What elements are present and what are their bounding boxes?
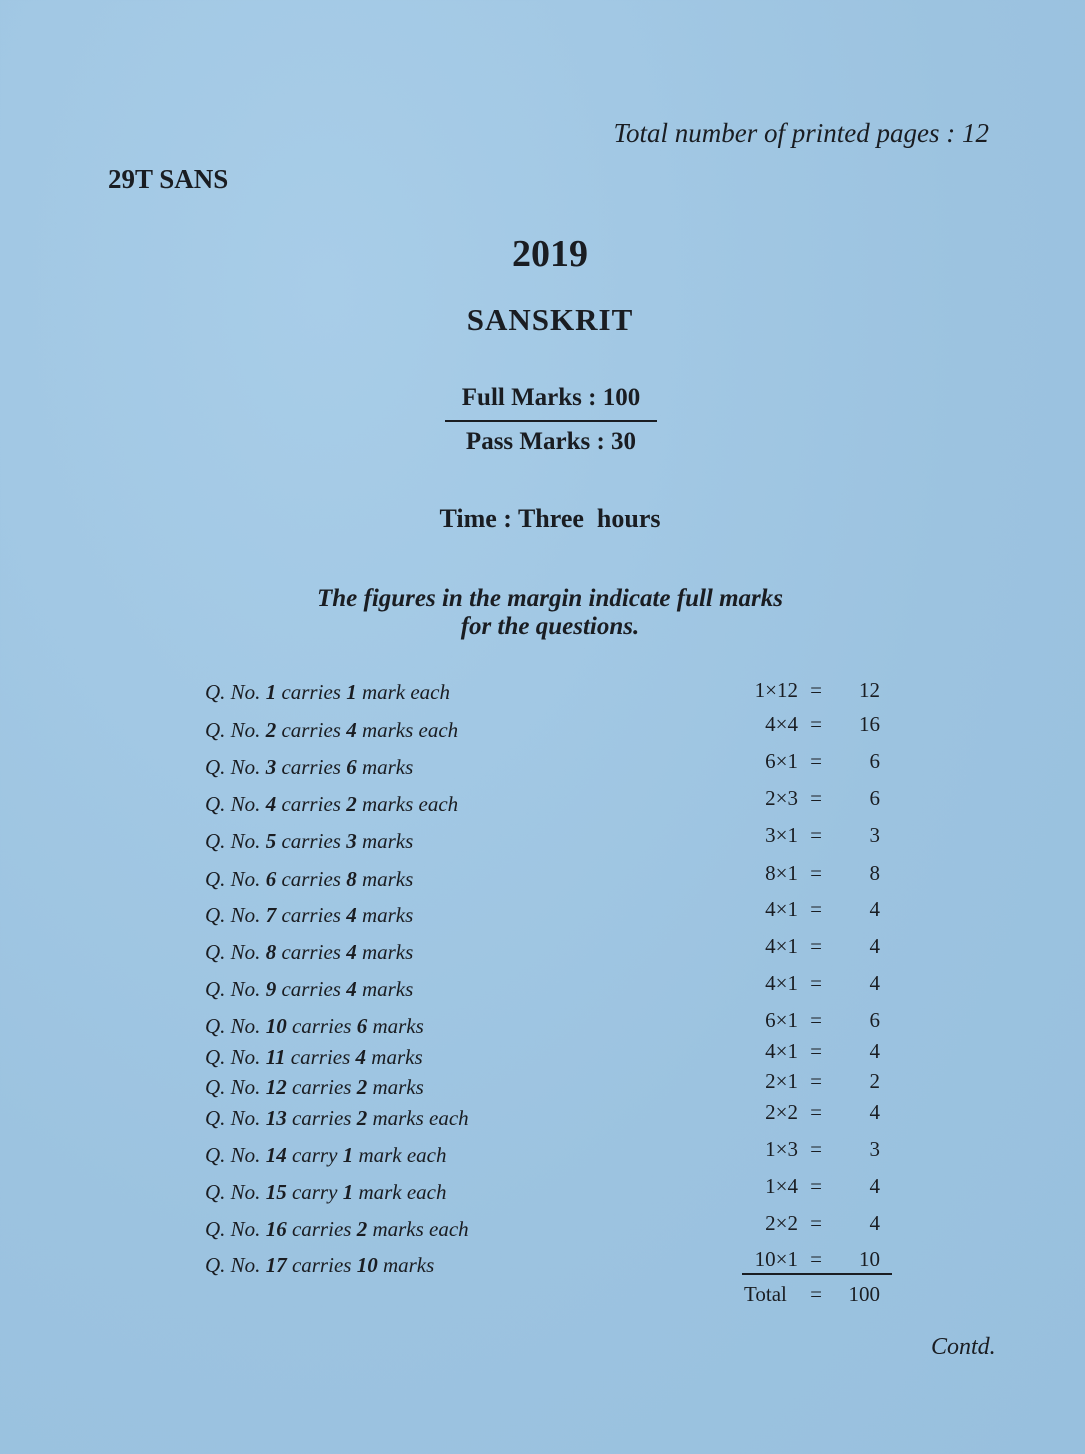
equals-sign: = — [810, 861, 822, 885]
question-num: 7 — [265, 903, 277, 927]
equals-sign: = — [810, 1069, 822, 1093]
question-mid: carries — [276, 977, 347, 1001]
question-count: 10 — [356, 1253, 378, 1277]
total-value: 100 — [848, 1282, 880, 1306]
question-label — [205, 867, 413, 892]
instruction-line-2: for the questions. — [460, 613, 640, 640]
question-mid: carries — [286, 1253, 357, 1277]
question-count: 2 — [356, 1106, 368, 1130]
question-label — [205, 977, 413, 1002]
question-num: 1 — [265, 680, 277, 704]
question-suffix: marks — [356, 867, 414, 891]
marks-total: 12 — [859, 678, 880, 702]
question-prefix: Q. No. — [205, 755, 266, 779]
equals-sign: = — [810, 1247, 822, 1271]
question-prefix: Q. No. — [205, 903, 266, 927]
question-label — [205, 829, 413, 854]
question-count: 6 — [356, 1014, 368, 1038]
marks-calculation: 10×1 — [754, 1247, 798, 1271]
marks-total: 8 — [869, 861, 880, 885]
subject-title: SANSKRIT — [466, 302, 634, 337]
marks-calculation: 2×2 — [765, 1100, 798, 1124]
question-count: 4 — [346, 903, 357, 927]
question-mid: carries — [276, 792, 347, 816]
question-num: 13 — [265, 1106, 287, 1130]
marks-calculation: 6×1 — [765, 1008, 798, 1032]
question-num: 3 — [265, 755, 277, 779]
question-count: 2 — [356, 1075, 368, 1099]
marks-total: 3 — [869, 823, 880, 847]
question-mid: carries — [276, 755, 347, 779]
marks-calculation: 3×1 — [765, 823, 798, 847]
equals-sign: = — [810, 971, 822, 995]
question-count: 6 — [346, 755, 357, 779]
question-mid: carries — [276, 718, 347, 742]
marks-total: 16 — [859, 712, 880, 736]
question-prefix: Q. No. — [205, 718, 266, 742]
question-mid: carries — [276, 680, 347, 704]
question-suffix: marks — [366, 1045, 423, 1069]
equals-sign: = — [810, 934, 822, 958]
margin-instruction — [0, 585, 1085, 641]
question-suffix: marks each — [367, 1106, 469, 1130]
question-label — [205, 1075, 424, 1100]
question-label — [205, 1180, 447, 1205]
question-prefix: Q. No. — [205, 1180, 266, 1204]
exam-time: Time : Three hours — [439, 504, 661, 533]
equals-sign: = — [810, 749, 822, 773]
question-count: 1 — [342, 1143, 354, 1167]
question-mid: carries — [285, 1045, 356, 1069]
question-num: 2 — [265, 718, 277, 742]
marks-calculation: 8×1 — [765, 861, 798, 885]
equals-sign: = — [810, 1137, 822, 1161]
question-label — [205, 1045, 423, 1070]
question-count: 3 — [346, 829, 357, 853]
marks-calculation: 4×1 — [765, 1039, 798, 1063]
question-prefix: Q. No. — [205, 1014, 266, 1038]
question-num: 4 — [265, 792, 277, 816]
question-count: 4 — [355, 1045, 367, 1069]
question-suffix: marks — [367, 1075, 424, 1099]
question-suffix: mark each — [356, 680, 450, 704]
question-label — [205, 755, 413, 780]
question-prefix: Q. No. — [205, 1106, 266, 1130]
question-num: 6 — [265, 867, 277, 891]
question-num: 9 — [265, 977, 277, 1001]
marks-calculation: 2×1 — [765, 1069, 798, 1093]
question-suffix: marks each — [356, 718, 459, 742]
marks-calculation: 4×4 — [765, 712, 798, 736]
question-mid: carries — [276, 903, 347, 927]
question-mid: carry — [286, 1143, 343, 1167]
marks-total: 3 — [869, 1137, 880, 1161]
question-prefix: Q. No. — [205, 1217, 266, 1241]
continued-note: Contd. — [931, 1334, 996, 1360]
question-prefix: Q. No. — [205, 1075, 266, 1099]
equals-sign: = — [810, 1174, 822, 1198]
marks-total: 2 — [869, 1069, 880, 1093]
question-mid: carries — [286, 1014, 357, 1038]
question-mid: carry — [286, 1180, 343, 1204]
equals-sign: = — [810, 823, 822, 847]
question-label — [205, 1106, 469, 1131]
question-prefix: Q. No. — [205, 940, 266, 964]
total-divider — [742, 1273, 892, 1275]
question-suffix: marks — [367, 1014, 424, 1038]
marks-calculation: 4×1 — [765, 897, 798, 921]
question-prefix: Q. No. — [205, 680, 266, 704]
marks-calculation: 4×1 — [765, 971, 798, 995]
question-mid: carries — [276, 829, 347, 853]
question-num: 11 — [265, 1045, 286, 1069]
marks-total: 6 — [869, 786, 880, 810]
equals-sign: = — [810, 897, 822, 921]
question-count: 4 — [346, 718, 357, 742]
question-label — [205, 903, 413, 928]
total-equals: = — [810, 1282, 822, 1306]
total-label: Total — [744, 1282, 787, 1306]
marks-total: 4 — [869, 1174, 880, 1198]
pass-marks: Pass Marks : 30 — [465, 428, 637, 455]
question-label — [205, 1143, 447, 1168]
question-mid: carries — [286, 1217, 357, 1241]
question-mid: carries — [276, 867, 347, 891]
question-num: 17 — [265, 1253, 287, 1277]
marks-calculation: 4×1 — [765, 934, 798, 958]
question-suffix: marks each — [367, 1217, 469, 1241]
question-num: 12 — [265, 1075, 287, 1099]
marks-calculation: 1×4 — [765, 1174, 798, 1198]
question-suffix: marks — [377, 1253, 435, 1277]
question-mid: carries — [286, 1106, 357, 1130]
question-suffix: marks — [356, 755, 414, 779]
question-label — [205, 718, 458, 743]
paper-code: 29T SANS — [108, 164, 229, 194]
marks-calculation: 2×2 — [765, 1211, 798, 1235]
marks-total: 10 — [859, 1247, 880, 1271]
marks-total: 6 — [869, 749, 880, 773]
question-mid: carries — [276, 940, 347, 964]
marks-total: 4 — [869, 971, 880, 995]
equals-sign: = — [810, 1039, 822, 1063]
exam-year: 2019 — [512, 233, 588, 275]
question-count: 2 — [356, 1217, 368, 1241]
question-prefix: Q. No. — [205, 1253, 266, 1277]
equals-sign: = — [810, 1008, 822, 1032]
marks-total: 4 — [869, 934, 880, 958]
equals-sign: = — [810, 1211, 822, 1235]
question-num: 5 — [265, 829, 277, 853]
question-count: 1 — [346, 680, 357, 704]
marks-calculation: 2×3 — [765, 786, 798, 810]
question-label — [205, 1217, 469, 1242]
equals-sign: = — [810, 1100, 822, 1124]
marks-divider — [445, 420, 657, 422]
question-suffix: marks — [356, 829, 414, 853]
marks-calculation: 1×12 — [754, 678, 798, 702]
total-printed-pages: Total number of printed pages : 12 — [613, 118, 989, 148]
question-suffix: mark each — [353, 1180, 447, 1204]
question-prefix: Q. No. — [205, 829, 266, 853]
question-label — [205, 680, 450, 705]
marks-total: 4 — [869, 897, 880, 921]
question-num: 14 — [265, 1143, 287, 1167]
question-prefix: Q. No. — [205, 1143, 266, 1167]
full-marks: Full Marks : 100 — [461, 384, 641, 411]
marks-total: 4 — [869, 1211, 880, 1235]
question-mid: carries — [286, 1075, 357, 1099]
instruction-line-1: The figures in the margin indicate full marks — [316, 585, 784, 612]
question-suffix: marks — [356, 977, 414, 1001]
question-count: 1 — [342, 1180, 354, 1204]
question-suffix: marks — [356, 940, 414, 964]
question-label — [205, 792, 458, 817]
question-suffix: mark each — [353, 1143, 447, 1167]
question-count: 8 — [346, 867, 357, 891]
marks-total: 4 — [869, 1039, 880, 1063]
question-count: 4 — [346, 940, 357, 964]
question-suffix: marks — [356, 903, 414, 927]
question-prefix: Q. No. — [205, 1045, 266, 1069]
marks-calculation: 1×3 — [765, 1137, 798, 1161]
question-prefix: Q. No. — [205, 977, 266, 1001]
question-label — [205, 940, 413, 965]
marks-total: 6 — [869, 1008, 880, 1032]
marks-total: 4 — [869, 1100, 880, 1124]
question-label — [205, 1014, 424, 1039]
equals-sign: = — [810, 712, 822, 736]
question-count: 4 — [346, 977, 357, 1001]
question-prefix: Q. No. — [205, 867, 266, 891]
equals-sign: = — [810, 786, 822, 810]
question-label — [205, 1253, 434, 1278]
marks-calculation: 6×1 — [765, 749, 798, 773]
question-prefix: Q. No. — [205, 792, 266, 816]
question-num: 15 — [265, 1180, 287, 1204]
question-num: 16 — [265, 1217, 287, 1241]
question-num: 10 — [265, 1014, 287, 1038]
question-num: 8 — [265, 940, 277, 964]
question-suffix: marks each — [356, 792, 459, 816]
question-count: 2 — [346, 792, 357, 816]
equals-sign: = — [810, 678, 822, 702]
